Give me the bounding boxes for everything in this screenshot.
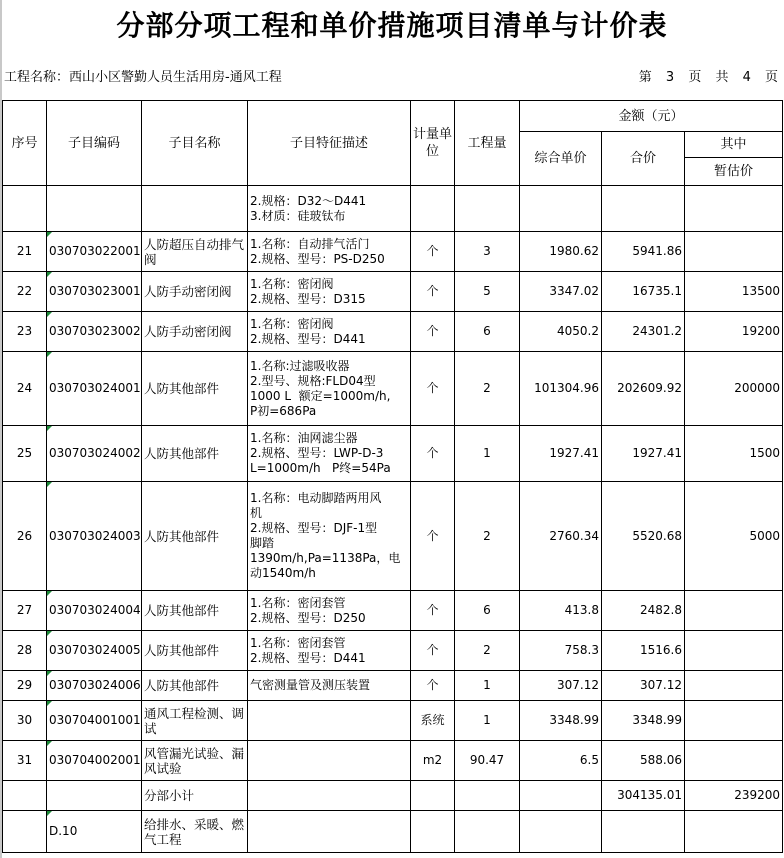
table-row	[3, 232, 783, 272]
cell-total	[602, 811, 685, 853]
cell-seq: 31	[3, 741, 47, 781]
cell-provisional: 5000	[685, 482, 783, 591]
desc-line: L=1000m/h P终=54Pa	[250, 461, 391, 475]
cell-unit-price: 3348.99	[520, 701, 602, 741]
cell-total: 588.06	[602, 741, 685, 781]
cell-name: 人防其他部件	[142, 352, 248, 426]
cell-name: 人防超压自动排气阀	[142, 232, 248, 272]
cell-desc	[248, 272, 411, 312]
cell-total: 1516.6	[602, 631, 685, 671]
table-row	[3, 482, 783, 591]
cell-unit: 个	[411, 482, 455, 591]
desc-line: 2.规格、型号：D441	[250, 331, 366, 346]
cell-code: 030703024001	[47, 352, 142, 426]
cell-provisional: 239200	[685, 781, 783, 811]
cell-unit	[411, 781, 455, 811]
desc-line: 2.规格、型号：D315	[250, 291, 366, 306]
desc-line: 2.规格、型号：DJF-1型	[250, 521, 378, 535]
cell-unit-price	[520, 811, 602, 853]
cell-provisional	[685, 186, 783, 232]
cell-unit-price: 6.5	[520, 741, 602, 781]
cell-qty: 1	[455, 701, 520, 741]
cell-qty	[455, 781, 520, 811]
table-row	[3, 352, 783, 426]
table-row	[3, 811, 783, 853]
desc-line: 1.名称：电动脚踏两用风	[250, 491, 382, 505]
desc-line: 机	[250, 506, 263, 520]
cell-unit-price: 758.3	[520, 631, 602, 671]
cell-unit-price	[520, 781, 602, 811]
desc-line: 1390m/h,Pa=1138Pa，电	[250, 551, 401, 565]
cell-seq: 27	[3, 591, 47, 631]
table-row	[3, 591, 783, 631]
header-total: 合价	[602, 132, 685, 186]
header-unit: 计量单位	[411, 101, 455, 186]
table-row	[3, 426, 783, 482]
cell-unit-price: 4050.2	[520, 312, 602, 352]
cell-name: 分部小计	[142, 781, 248, 811]
cell-desc	[248, 671, 411, 701]
header-unit-price: 综合单价	[520, 132, 602, 186]
cell-provisional: 13500	[685, 272, 783, 312]
cell-provisional	[685, 591, 783, 631]
table-row	[3, 741, 783, 781]
desc-line: 1.名称：密闭阀	[250, 316, 334, 331]
cell-unit-price: 307.12	[520, 671, 602, 701]
desc-line: 1.名称：油网滤尘器	[250, 431, 358, 445]
cell-seq: 26	[3, 482, 47, 591]
desc-line: 2.规格、型号：LWP-D-3	[250, 446, 384, 460]
cell-seq: 23	[3, 312, 47, 352]
table-row	[3, 186, 783, 232]
cell-unit: 个	[411, 426, 455, 482]
cell-unit: 个	[411, 312, 455, 352]
cell-unit-price: 1927.41	[520, 426, 602, 482]
header-amount: 金额（元）	[520, 101, 783, 132]
desc-line: 2.规格、型号：D441	[250, 650, 366, 665]
cell-code: 030703024002	[47, 426, 142, 482]
cell-provisional	[685, 232, 783, 272]
cell-desc	[248, 631, 411, 671]
cell-code: 030704002001	[47, 741, 142, 781]
cell-name: 人防其他部件	[142, 591, 248, 631]
desc-line: 1.名称：密闭阀	[250, 276, 334, 291]
cell-seq: 22	[3, 272, 47, 312]
cell-desc	[248, 701, 411, 741]
desc-line: 1000 L 额定=1000m/h,	[250, 388, 391, 403]
project-name: 工程名称：西山小区警勤人员生活用房-通风工程	[4, 70, 282, 85]
cell-unit	[411, 811, 455, 853]
table-row	[3, 701, 783, 741]
cell-provisional	[685, 631, 783, 671]
desc-line: P初=686Pa	[250, 403, 317, 418]
cell-unit: 个	[411, 272, 455, 312]
cell-code	[47, 781, 142, 811]
cell-name: 通风工程检测、调试	[142, 701, 248, 741]
cell-unit-price: 2760.34	[520, 482, 602, 591]
cell-total: 2482.8	[602, 591, 685, 631]
cell-qty: 6	[455, 312, 520, 352]
cell-qty: 5	[455, 272, 520, 312]
cell-total: 5941.86	[602, 232, 685, 272]
cell-qty	[455, 186, 520, 232]
cell-unit-price: 3347.02	[520, 272, 602, 312]
cell-qty	[455, 811, 520, 853]
cell-desc	[248, 811, 411, 853]
cell-provisional	[685, 811, 783, 853]
header-desc: 子目特征描述	[248, 101, 411, 186]
cell-seq: 25	[3, 426, 47, 482]
cell-desc	[248, 232, 411, 272]
cell-qty: 2	[455, 631, 520, 671]
table-row	[3, 272, 783, 312]
cell-name	[142, 186, 248, 232]
header-seq: 序号	[3, 101, 47, 186]
page-indicator: 第 3 页 共 4 页	[638, 70, 780, 85]
page-title: 分部分项工程和单价措施项目清单与计价表	[116, 9, 668, 42]
cell-unit	[411, 186, 455, 232]
cell-unit-price: 413.8	[520, 591, 602, 631]
cell-desc	[248, 186, 411, 232]
cell-seq	[3, 781, 47, 811]
desc-line: 2.型号、规格:FLD04型	[250, 373, 376, 388]
cell-seq	[3, 186, 47, 232]
cell-provisional	[685, 741, 783, 781]
desc-line: 3.材质：硅玻钛布	[250, 208, 346, 223]
cell-name: 给排水、采暖、燃气工程	[142, 811, 248, 853]
cell-qty: 90.47	[455, 741, 520, 781]
cell-desc	[248, 352, 411, 426]
desc-line: 1.名称：密闭套管	[250, 635, 346, 650]
cell-unit-price: 101304.96	[520, 352, 602, 426]
cell-total: 3348.99	[602, 701, 685, 741]
cell-desc	[248, 741, 411, 781]
cell-unit-price: 1980.62	[520, 232, 602, 272]
cell-name: 人防手动密闭阀	[142, 312, 248, 352]
desc-line: 1.名称：自动排气活门	[250, 236, 370, 251]
cell-unit: m2	[411, 741, 455, 781]
cell-code: 030703023001	[47, 272, 142, 312]
desc-line: 2.规格、型号：D250	[250, 610, 366, 625]
header-name: 子目名称	[142, 101, 248, 186]
cell-code	[47, 186, 142, 232]
cell-seq: 24	[3, 352, 47, 426]
cell-unit: 个	[411, 631, 455, 671]
cell-desc	[248, 591, 411, 631]
cell-total: 16735.1	[602, 272, 685, 312]
table-row	[3, 781, 783, 811]
cell-unit: 个	[411, 591, 455, 631]
cell-code: 030703024003	[47, 482, 142, 591]
cell-total: 1927.41	[602, 426, 685, 482]
header-qty: 工程量	[455, 101, 520, 186]
cell-name: 人防其他部件	[142, 482, 248, 591]
cell-desc	[248, 482, 411, 591]
cell-provisional: 1500	[685, 426, 783, 482]
cell-unit-price	[520, 186, 602, 232]
cell-unit: 个	[411, 352, 455, 426]
cell-desc	[248, 426, 411, 482]
cell-seq: 28	[3, 631, 47, 671]
cell-code: 030703024006	[47, 671, 142, 701]
cell-qty: 6	[455, 591, 520, 631]
cell-unit: 系统	[411, 701, 455, 741]
cell-seq	[3, 811, 47, 853]
table-row	[3, 671, 783, 701]
cell-total: 24301.2	[602, 312, 685, 352]
header-of-which: 其中	[685, 132, 783, 158]
cell-total: 202609.92	[602, 352, 685, 426]
cell-code: 030703024004	[47, 591, 142, 631]
cell-code: 030704001001	[47, 701, 142, 741]
table-row	[3, 631, 783, 671]
pricing-table	[2, 100, 783, 853]
cell-provisional: 19200	[685, 312, 783, 352]
cell-name: 人防其他部件	[142, 426, 248, 482]
cell-provisional	[685, 701, 783, 741]
cell-name: 风管漏光试验、漏风试验	[142, 741, 248, 781]
desc-line: 1.名称：密闭套管	[250, 595, 346, 610]
cell-code: 030703024005	[47, 631, 142, 671]
desc-line: 脚踏	[250, 536, 275, 550]
cell-name: 人防手动密闭阀	[142, 272, 248, 312]
desc-line: 2.规格：D32～D441	[250, 193, 367, 208]
cell-code: 030703022001	[47, 232, 142, 272]
cell-provisional	[685, 671, 783, 701]
cell-name: 人防其他部件	[142, 671, 248, 701]
cell-qty: 1	[455, 426, 520, 482]
cell-unit: 个	[411, 671, 455, 701]
desc-line: 气密测量管及测压装置	[250, 678, 371, 692]
cell-code: D.10	[47, 811, 142, 853]
cell-code: 030703023002	[47, 312, 142, 352]
cell-seq: 21	[3, 232, 47, 272]
cell-name: 人防其他部件	[142, 631, 248, 671]
cell-qty: 1	[455, 671, 520, 701]
cell-qty: 2	[455, 482, 520, 591]
desc-line: 2.规格、型号：PS-D250	[250, 251, 385, 266]
cell-total: 304135.01	[602, 781, 685, 811]
cell-total	[602, 186, 685, 232]
cell-qty: 2	[455, 352, 520, 426]
table-row	[3, 312, 783, 352]
cell-desc	[248, 781, 411, 811]
cell-seq: 29	[3, 671, 47, 701]
desc-line: 1.名称:过滤吸收器	[250, 358, 350, 373]
desc-line: 动1540m/h	[250, 566, 316, 580]
cell-seq: 30	[3, 701, 47, 741]
header-code: 子目编码	[47, 101, 142, 186]
cell-total: 307.12	[602, 671, 685, 701]
cell-qty: 3	[455, 232, 520, 272]
cell-unit: 个	[411, 232, 455, 272]
cell-desc	[248, 312, 411, 352]
header-provisional: 暂估价	[685, 158, 783, 186]
cell-total: 5520.68	[602, 482, 685, 591]
cell-provisional: 200000	[685, 352, 783, 426]
